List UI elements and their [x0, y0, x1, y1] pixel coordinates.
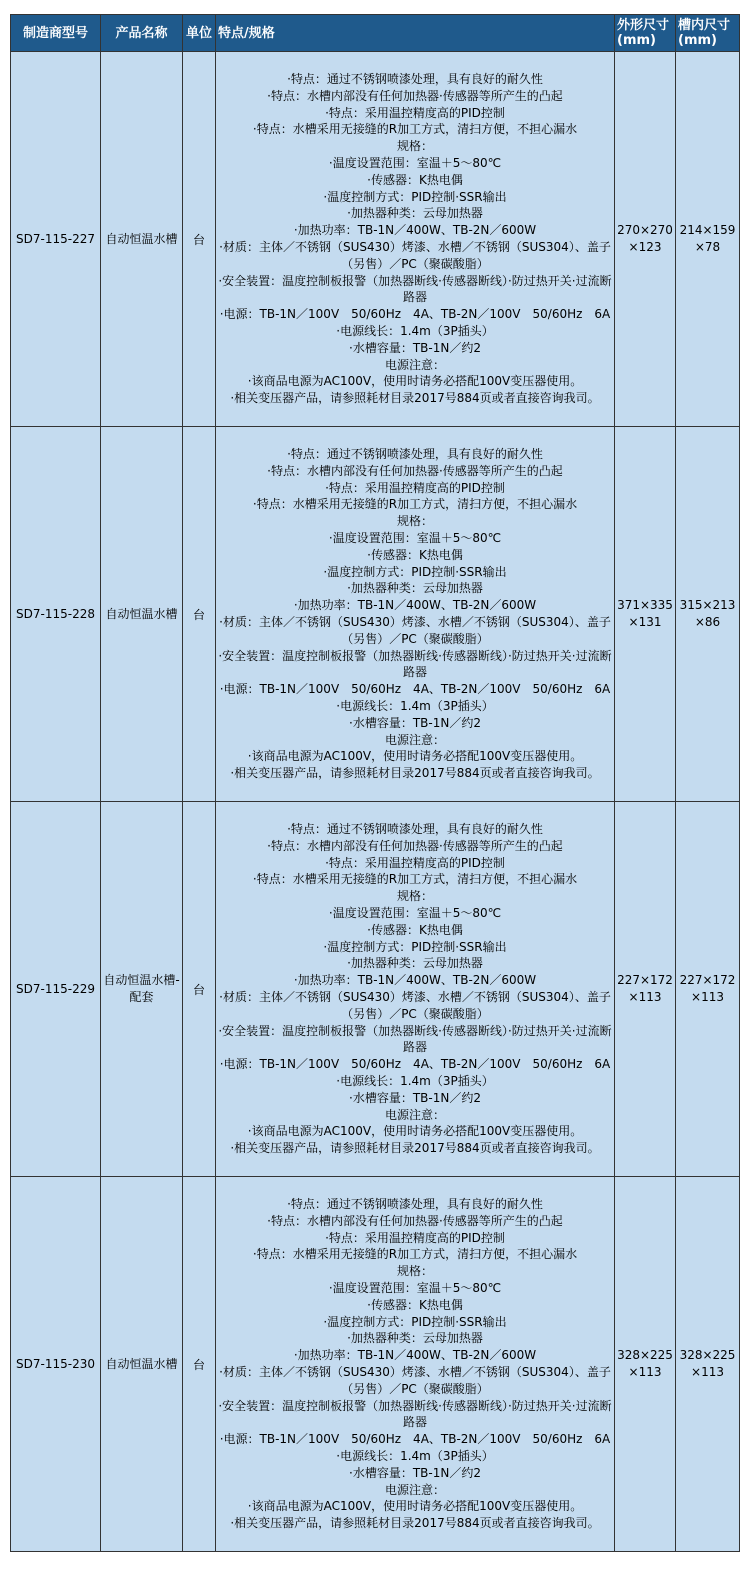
spec-line: ·该商品电源为AC100V，使用时请务必搭配100V变压器使用。	[247, 374, 583, 389]
spec-line: ·传感器：K热电偶	[367, 922, 463, 937]
spec-line: ·温度控制方式：PID控制·SSR输出	[323, 564, 507, 579]
spec-line: ·特点：水槽内部没有任何加热器·传感器等所产生的凸起	[267, 838, 563, 853]
outer-size-cell: 328×225×113	[615, 1177, 676, 1552]
spec-line: ·相关变压器产品，请参照耗材目录2017号884页或者直接咨询我司。	[230, 391, 600, 406]
spec-line: ·加热器种类：云母加热器	[347, 581, 483, 596]
spec-line: ·特点：通过不锈钢喷漆处理，具有良好的耐久性	[287, 822, 543, 837]
unit-cell: 台	[183, 52, 216, 427]
product-table-wrapper	[10, 14, 739, 1552]
product-name-cell: 自动恒温水槽-配套	[101, 802, 183, 1177]
spec-line: ·特点：通过不锈钢喷漆处理，具有良好的耐久性	[287, 1197, 543, 1212]
spec-line: 规格：	[396, 514, 433, 529]
spec-line: ·电源：TB-1N／100V 50/60Hz 4A、TB-2N／100V 50/60Hz 6A	[219, 307, 611, 322]
spec-line: ·温度设置范围：室温＋5～80℃	[328, 156, 502, 171]
spec-line: ·该商品电源为AC100V，使用时请务必搭配100V变压器使用。	[247, 1499, 583, 1514]
spec-cell	[216, 1177, 615, 1552]
spec-line: ·传感器：K热电偶	[367, 547, 463, 562]
spec-line: 电源注意：	[384, 732, 445, 747]
spec-line: 规格：	[396, 1264, 433, 1279]
spec-line: ·加热器种类：云母加热器	[347, 956, 483, 971]
spec-line: ·加热功率：TB-1N／400W、TB-2N／600W	[293, 598, 537, 613]
product-spec-table	[10, 14, 740, 1552]
table-header-row	[11, 15, 740, 52]
spec-line: ·水槽容量：TB-1N／约2	[349, 340, 481, 355]
spec-line: ·温度控制方式：PID控制·SSR输出	[323, 1314, 507, 1329]
outer-size-cell: 371×335×131	[615, 427, 676, 802]
product-name-cell: 自动恒温水槽	[101, 427, 183, 802]
spec-line: ·加热器种类：云母加热器	[347, 206, 483, 221]
header-unit: 单位	[183, 15, 216, 52]
spec-line: ·电源：TB-1N／100V 50/60Hz 4A、TB-2N／100V 50/60Hz 6A	[219, 1432, 611, 1447]
spec-line: ·特点：采用温控精度高的PID控制	[325, 480, 505, 495]
unit-cell: 台	[183, 802, 216, 1177]
spec-line: ·加热功率：TB-1N／400W、TB-2N／600W	[293, 223, 537, 238]
spec-line: ·特点：水槽内部没有任何加热器·传感器等所产生的凸起	[267, 1213, 563, 1228]
spec-line: ·特点：采用温控精度高的PID控制	[325, 105, 505, 120]
spec-cell	[216, 802, 615, 1177]
spec-line: ·特点：通过不锈钢喷漆处理，具有良好的耐久性	[287, 72, 543, 87]
spec-cell	[216, 427, 615, 802]
spec-line: ·温度设置范围：室温＋5～80℃	[328, 1281, 502, 1296]
outer-size-cell: 270×270×123	[615, 52, 676, 427]
spec-line: ·该商品电源为AC100V，使用时请务必搭配100V变压器使用。	[247, 749, 583, 764]
spec-line: ·相关变压器产品，请参照耗材目录2017号884页或者直接咨询我司。	[230, 1516, 600, 1531]
spec-line: ·特点：水槽采用无接缝的R加工方式，清扫方便，不担心漏水	[252, 1247, 578, 1262]
unit-cell: 台	[183, 1177, 216, 1552]
spec-line: 规格：	[396, 139, 433, 154]
spec-line: ·水槽容量：TB-1N／约2	[349, 715, 481, 730]
spec-line: ·特点：采用温控精度高的PID控制	[325, 855, 505, 870]
spec-line: 规格：	[396, 889, 433, 904]
spec-line: 电源注意：	[384, 1107, 445, 1122]
model-code-cell: SD7-115-227	[11, 52, 101, 427]
header-outer-size: 外形尺寸(mm)	[615, 15, 676, 52]
outer-size-cell: 227×172×113	[615, 802, 676, 1177]
header-inner-size: 槽内尺寸(mm)	[676, 15, 740, 52]
spec-line: ·特点：采用温控精度高的PID控制	[325, 1230, 505, 1245]
table-row	[11, 1177, 740, 1552]
spec-line: ·安全装置：温度控制板报警（加热器断线·传感器断线）·防过热开关·过流断路器	[218, 1398, 612, 1430]
spec-line: ·材质：主体／不锈钢（SUS430）烤漆、水槽／不锈钢（SUS304）、盖子（另售）／PC（聚碳酸脂）	[219, 1365, 611, 1396]
model-code-cell: SD7-115-230	[11, 1177, 101, 1552]
spec-line: ·电源线长：1.4m（3P插头）	[336, 1448, 494, 1463]
spec-line: ·电源：TB-1N／100V 50/60Hz 4A、TB-2N／100V 50/60Hz 6A	[219, 1057, 611, 1072]
spec-line: 电源注意：	[384, 1482, 445, 1497]
inner-size-cell: 315×213×86	[676, 427, 740, 802]
spec-line: ·电源线长：1.4m（3P插头）	[336, 698, 494, 713]
spec-line: ·温度控制方式：PID控制·SSR输出	[323, 189, 507, 204]
spec-line: ·特点：水槽内部没有任何加热器·传感器等所产生的凸起	[267, 463, 563, 478]
spec-line: ·电源线长：1.4m（3P插头）	[336, 1073, 494, 1088]
spec-line: ·材质：主体／不锈钢（SUS430）烤漆、水槽／不锈钢（SUS304）、盖子（另售）／PC（聚碳酸脂）	[219, 990, 611, 1021]
inner-size-cell: 227×172×113	[676, 802, 740, 1177]
inner-size-cell: 328×225×113	[676, 1177, 740, 1552]
product-name-cell: 自动恒温水槽	[101, 52, 183, 427]
spec-line: ·传感器：K热电偶	[367, 1297, 463, 1312]
spec-line: ·水槽容量：TB-1N／约2	[349, 1465, 481, 1480]
spec-line: 电源注意：	[384, 357, 445, 372]
table-row	[11, 427, 740, 802]
product-name-cell: 自动恒温水槽	[101, 1177, 183, 1552]
unit-cell: 台	[183, 427, 216, 802]
spec-line: ·材质：主体／不锈钢（SUS430）烤漆、水槽／不锈钢（SUS304）、盖子（另售）／PC（聚碳酸脂）	[219, 615, 611, 646]
header-model-code: 制造商型号	[11, 15, 101, 52]
spec-cell	[216, 52, 615, 427]
spec-line: ·传感器：K热电偶	[367, 172, 463, 187]
spec-line: ·相关变压器产品，请参照耗材目录2017号884页或者直接咨询我司。	[230, 1141, 600, 1156]
spec-line: ·相关变压器产品，请参照耗材目录2017号884页或者直接咨询我司。	[230, 766, 600, 781]
spec-line: ·该商品电源为AC100V，使用时请务必搭配100V变压器使用。	[247, 1124, 583, 1139]
table-row	[11, 52, 740, 427]
model-code-cell: SD7-115-228	[11, 427, 101, 802]
spec-line: ·加热器种类：云母加热器	[347, 1331, 483, 1346]
table-row	[11, 802, 740, 1177]
spec-line: ·材质：主体／不锈钢（SUS430）烤漆、水槽／不锈钢（SUS304）、盖子（另售）／PC（聚碳酸脂）	[219, 240, 611, 271]
spec-line: ·特点：水槽采用无接缝的R加工方式，清扫方便，不担心漏水	[252, 497, 578, 512]
spec-line: ·电源线长：1.4m（3P插头）	[336, 323, 494, 338]
spec-line: ·特点：水槽采用无接缝的R加工方式，清扫方便，不担心漏水	[252, 122, 578, 137]
model-code-cell: SD7-115-229	[11, 802, 101, 1177]
spec-line: ·安全装置：温度控制板报警（加热器断线·传感器断线）·防过热开关·过流断路器	[218, 273, 612, 305]
spec-line: ·加热功率：TB-1N／400W、TB-2N／600W	[293, 1348, 537, 1363]
spec-line: ·安全装置：温度控制板报警（加热器断线·传感器断线）·防过热开关·过流断路器	[218, 1023, 612, 1055]
inner-size-cell: 214×159×78	[676, 52, 740, 427]
spec-line: ·温度设置范围：室温＋5～80℃	[328, 531, 502, 546]
spec-line: ·电源：TB-1N／100V 50/60Hz 4A、TB-2N／100V 50/60Hz 6A	[219, 682, 611, 697]
spec-line: ·水槽容量：TB-1N／约2	[349, 1090, 481, 1105]
spec-line: ·温度控制方式：PID控制·SSR输出	[323, 939, 507, 954]
header-spec: 特点/规格	[216, 15, 615, 52]
spec-line: ·安全装置：温度控制板报警（加热器断线·传感器断线）·防过热开关·过流断路器	[218, 648, 612, 680]
spec-line: ·加热功率：TB-1N／400W、TB-2N／600W	[293, 973, 537, 988]
spec-line: ·特点：通过不锈钢喷漆处理，具有良好的耐久性	[287, 447, 543, 462]
spec-line: ·温度设置范围：室温＋5～80℃	[328, 906, 502, 921]
spec-line: ·特点：水槽采用无接缝的R加工方式，清扫方便，不担心漏水	[252, 872, 578, 887]
spec-line: ·特点：水槽内部没有任何加热器·传感器等所产生的凸起	[267, 88, 563, 103]
header-product-name: 产品名称	[101, 15, 183, 52]
